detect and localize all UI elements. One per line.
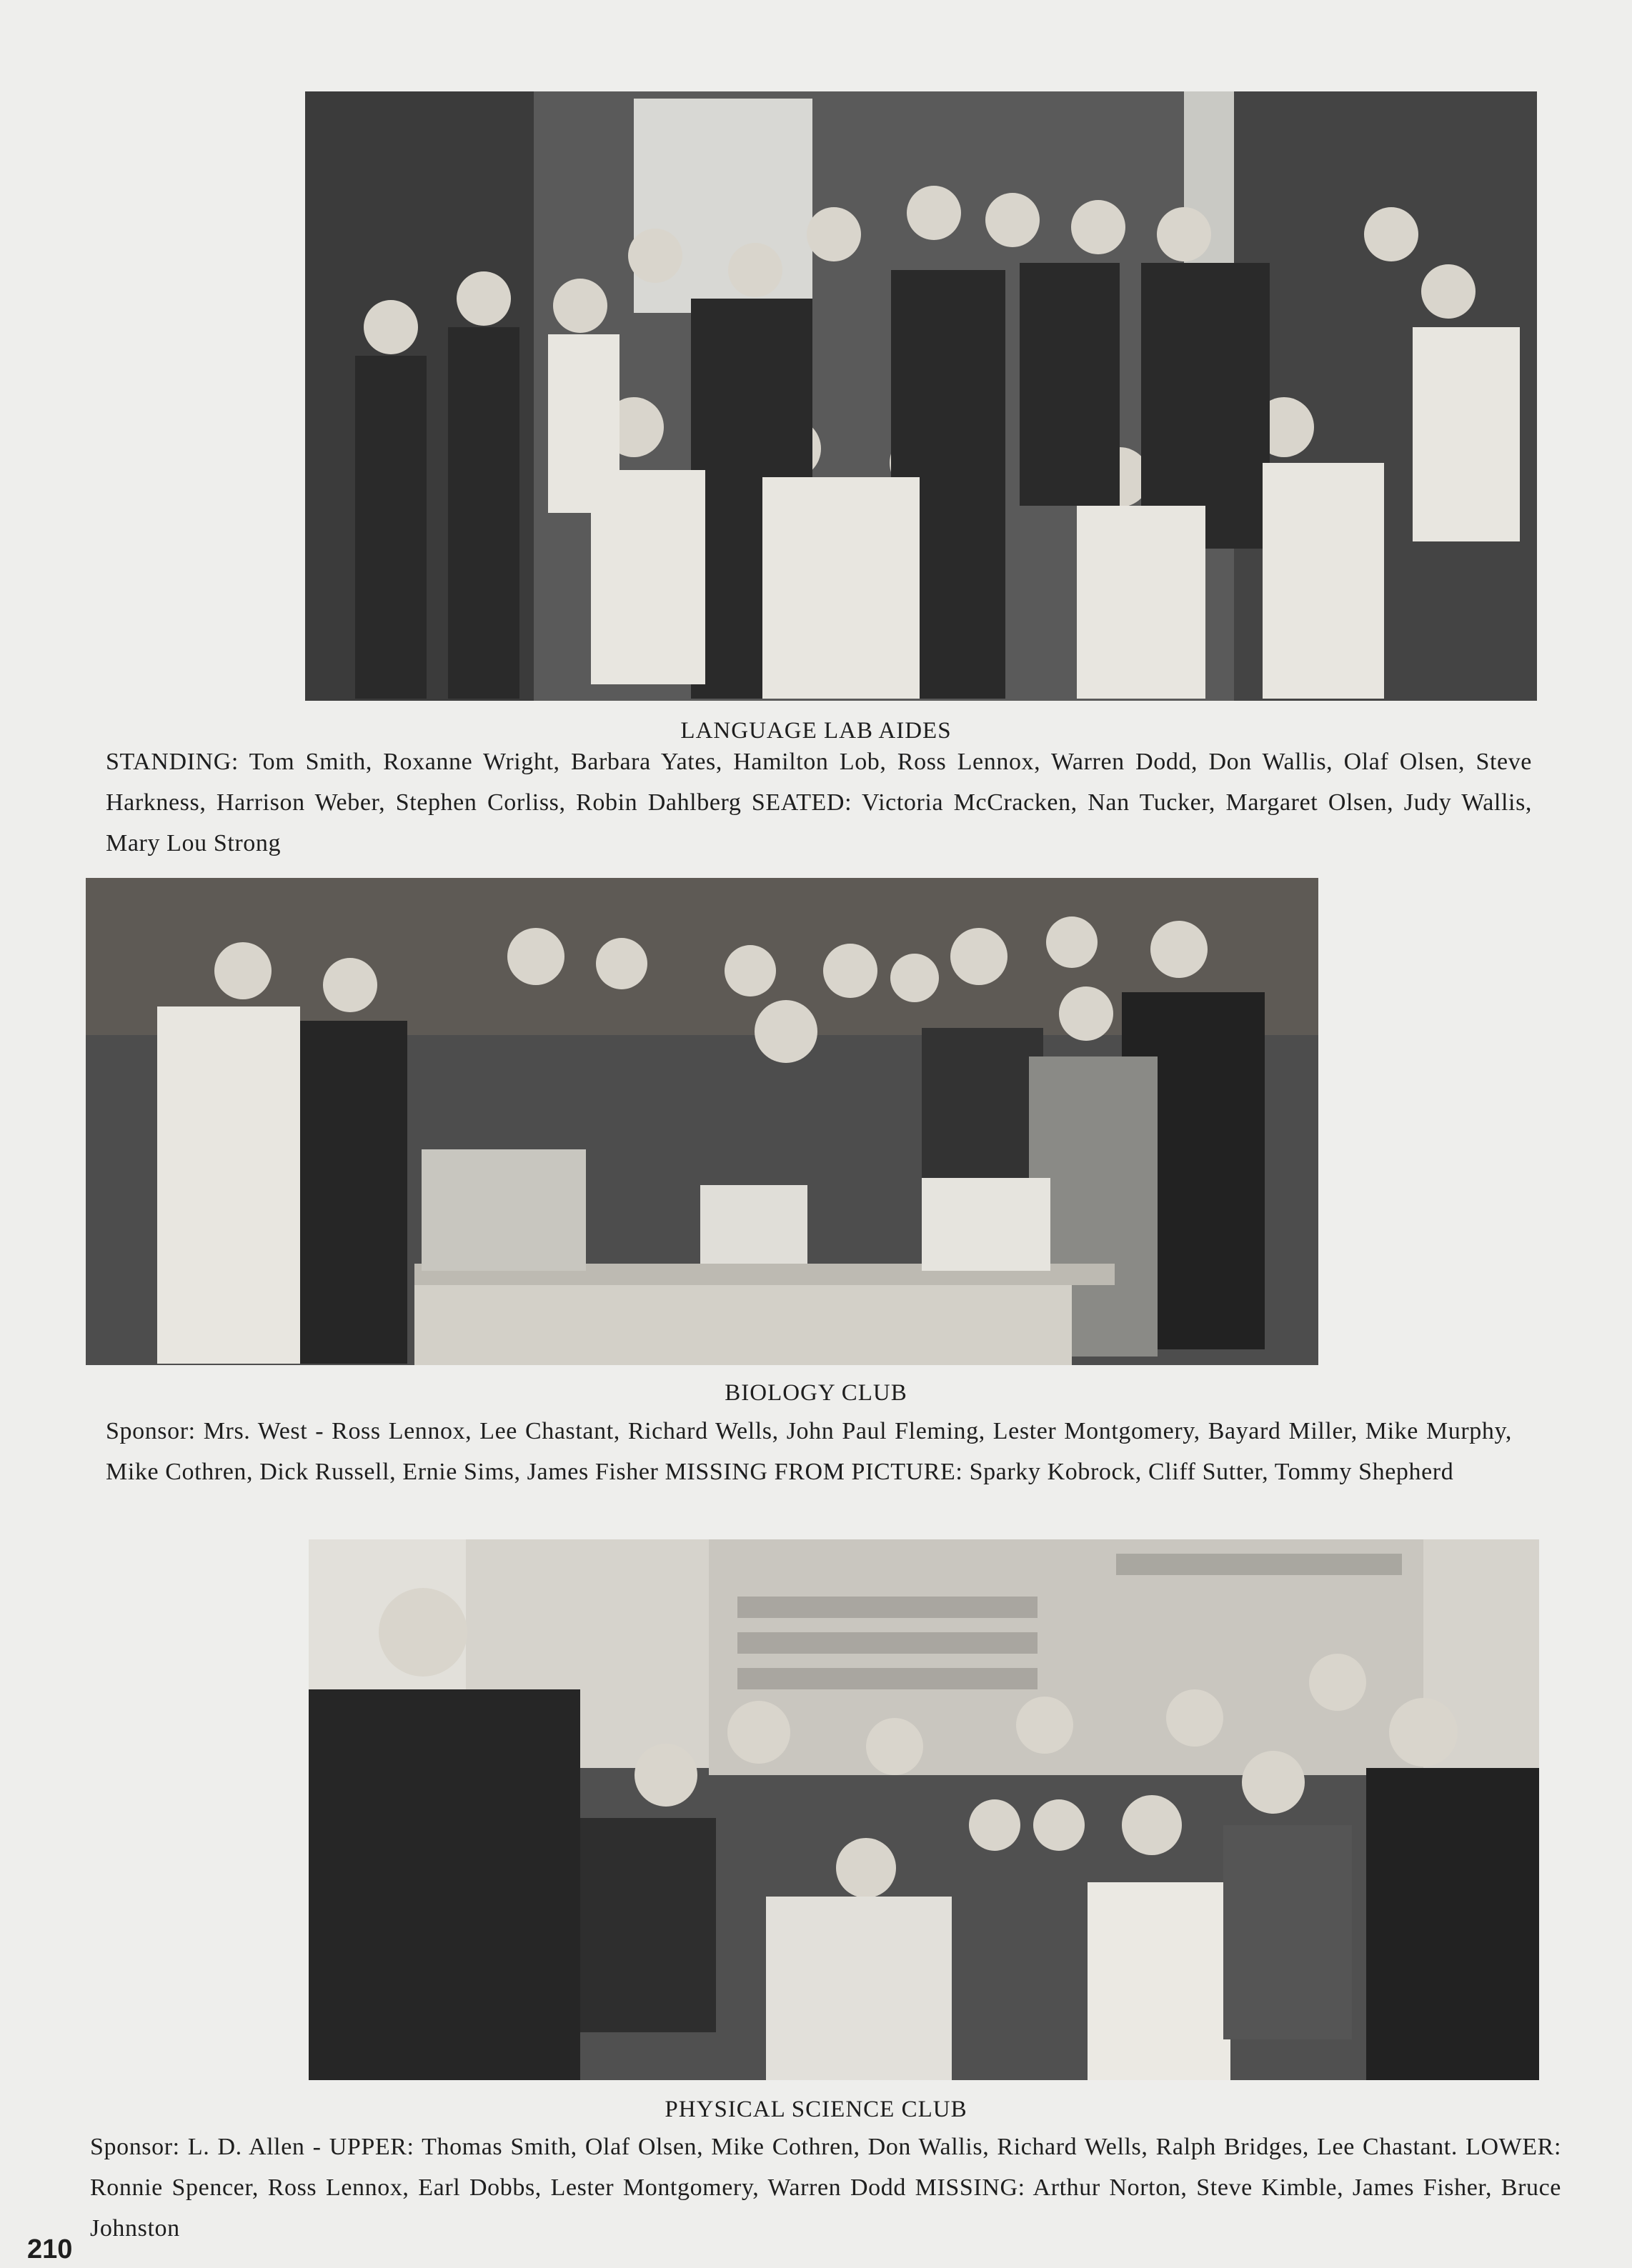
biology-club-heading: BIOLOGY CLUB xyxy=(725,1380,907,1406)
biology-club-caption: Sponsor: Mrs. West - Ross Lennox, Lee Chastant, Richard Wells, John Paul Fleming, Lester Montgomery, Bayard Miller, Mike Murphy, Mike Cothren, Dick Russell, Ernie Sims, James Fisher MISSING FROM PICTURE: Sparky Kobrock, Cliff Sutter, Tommy Shepherd xyxy=(106,1418,1512,1485)
biology-club-photo xyxy=(86,878,1318,1365)
physical-science-club-heading: PHYSICAL SCIENCE CLUB xyxy=(665,2097,967,2122)
physical-science-club-photo xyxy=(309,1539,1539,2080)
language-lab-aides-heading: LANGUAGE LAB AIDES xyxy=(680,718,952,744)
physical-science-club-caption: Sponsor: L. D. Allen - UPPER: Thomas Smith, Olaf Olsen, Mike Cothren, Don Wallis, Richard Wells, Ralph Bridges, Lee Chastant. LOWER: Ronnie Spencer, Ross Lennox, Earl Dobbs, Lester Montgomery, Warren Dodd MISSING: Arthur Norton, Steve Kimble, James Fisher, Bruce Johnston xyxy=(90,2134,1561,2242)
language-lab-aides-photo xyxy=(305,91,1537,701)
page-number: 210 xyxy=(27,2234,73,2264)
language-lab-aides-caption: STANDING: Tom Smith, Roxanne Wright, Barbara Yates, Hamilton Lob, Ross Lennox, Warren Dodd, Don Wallis, Olaf Olsen, Steve Harkness, Harrison Weber, Stephen Corliss, Robin Dahlberg SEATED: Victoria McCracken, Nan Tucker, Margaret Olsen, Judy Wallis, Mary Lou Strong xyxy=(106,749,1532,856)
